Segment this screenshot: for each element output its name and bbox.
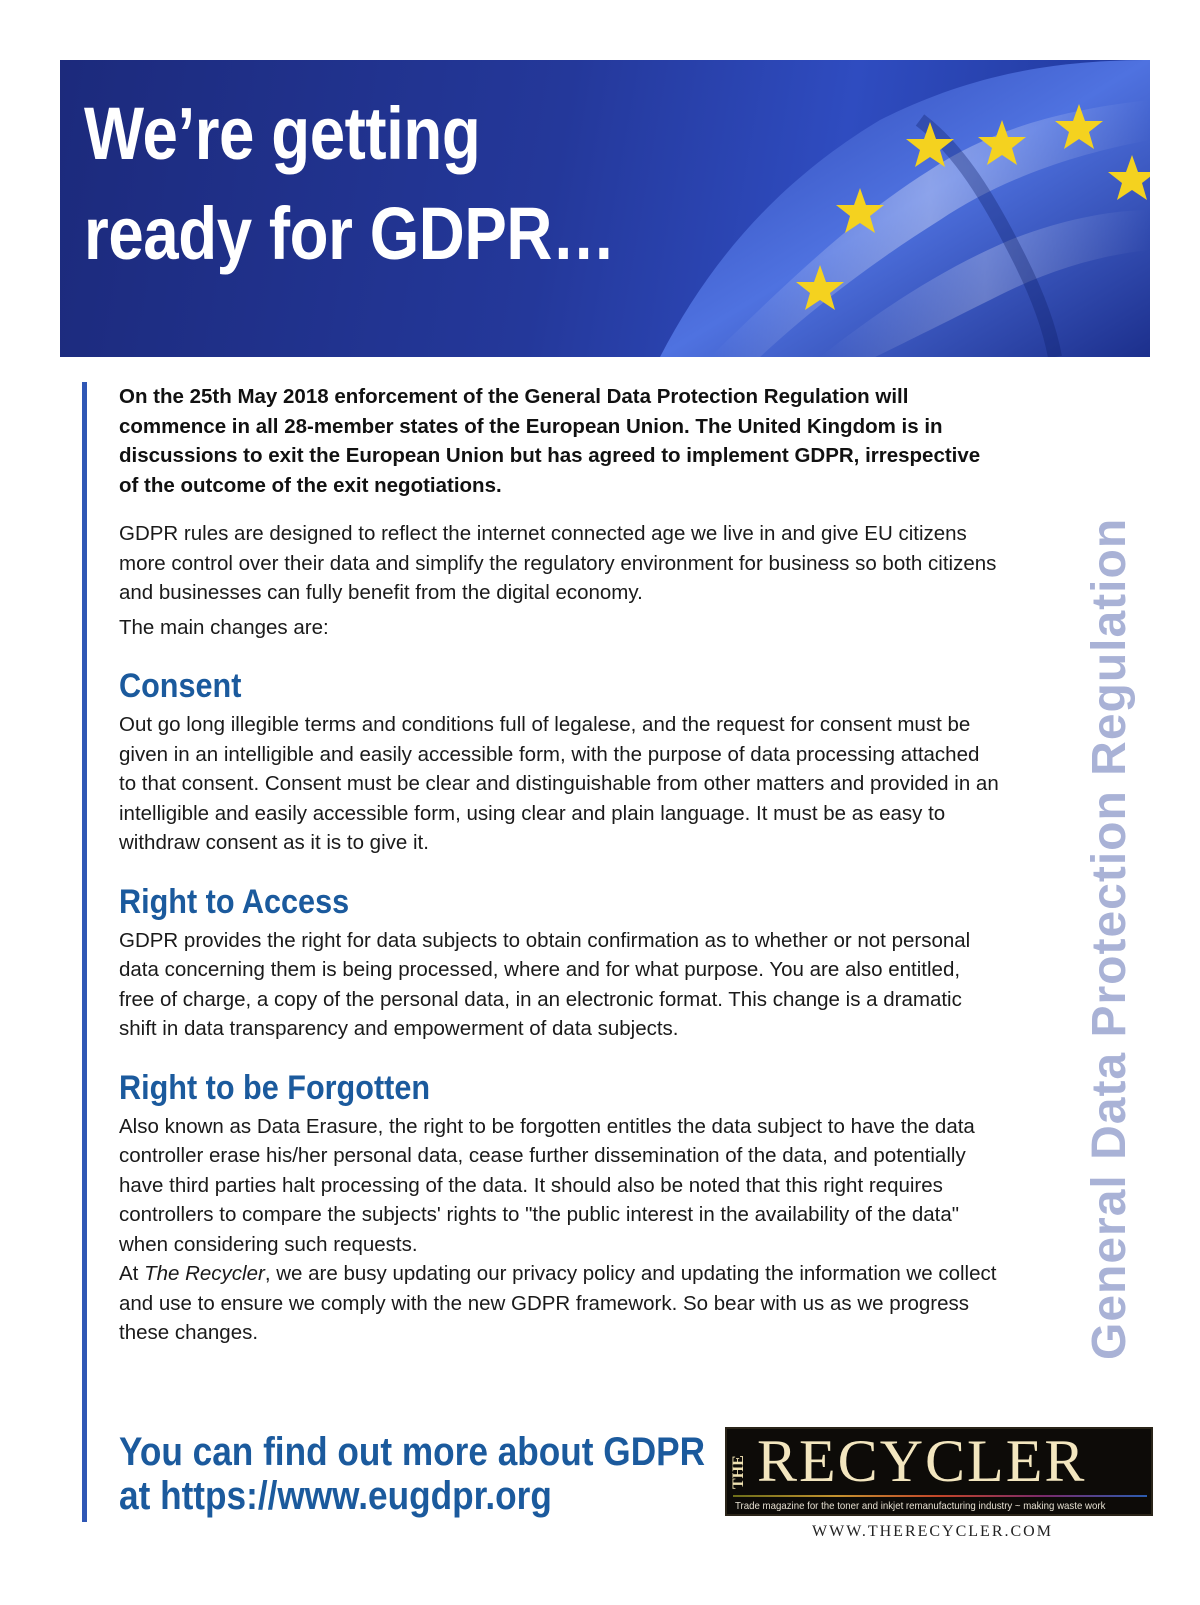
closing-paragraph <box>119 1259 999 1348</box>
section-heading-right-to-be-forgotten: Right to be Forgotten <box>119 1068 431 1107</box>
header-banner <box>60 60 1150 357</box>
title-line-2: ready for GDPR… <box>84 192 616 275</box>
logo-tagline: Trade magazine for the toner and inkjet remanufacturing industry ~ making waste work <box>735 1500 1106 1512</box>
footer-cta <box>119 1430 705 1518</box>
logo-the: THE <box>730 1455 747 1489</box>
section-body-consent: Out go long illegible terms and conditions full of legalese, and the request for consent must be given in an intelligible and easily accessible form, with the purpose of data processing attached to that consent. Consent must be clear and distinguishable from other matters and provided in an intelligible and easily accessible form, using clear and plain language. It must be as easy to withdraw consent as it is to give it. <box>119 713 999 854</box>
cta-line-1: You can find out more about GDPR <box>119 1430 706 1474</box>
logo-divider <box>733 1495 1147 1497</box>
section-body-right-to-access: GDPR provides the right for data subjects to obtain confirmation as to whether or not personal data concerning them is being processed, where and for what purpose. You are also entitled, free of charge, a copy of the personal data, in an electronic format. This change is a dramatic shift in data transparency and empowerment of data subjects. <box>119 928 971 1040</box>
title-line-1: We’re getting <box>84 92 481 175</box>
section-body-right-to-be-forgotten: Also known as Data Erasure, the right to be forgotten entitles the data subject to have the data controller erase his/her personal data, cease further dissemination of the data, and potentially have third parties halt processing of the data. It should also be noted that this right requires controllers to compare the subjects' rights to "the public interest in the availability of the data" when considering such requests. <box>119 1114 975 1256</box>
logo-url-link[interactable]: WWW.THERECYCLER.COM <box>812 1523 1053 1540</box>
section-heading-consent: Consent <box>119 667 242 705</box>
intro-bold-paragraph: On the 25th May 2018 enforcement of the General Data Protection Regulation will commence in all 28-member states of the European Union. The United Kingdom is in discussions to exit the European Union but has agreed to implement GDPR, irrespective of the outcome of the exit negotiations. <box>119 385 981 497</box>
cta-line-2[interactable]: at https://www.eugdpr.org <box>119 1474 552 1518</box>
closing-prefix: At <box>119 1262 145 1285</box>
intro-paragraph: GDPR rules are designed to reflect the internet connected age we live in and give EU citizens more control over their data and simplify the regulatory environment for business so both citizens and businesses can fully benefit from the digital economy. <box>119 522 997 604</box>
closing-suffix: , we are busy updating our privacy policy and updating the information we collect and use to ensure we comply with the new GDPR framework. So bear with us as we progress these changes. <box>119 1262 997 1344</box>
side-title: General Data Protection Regulation <box>1083 517 1136 1360</box>
article-body <box>119 382 999 1348</box>
page-title <box>84 84 615 284</box>
recycler-logo <box>725 1427 1153 1516</box>
main-changes-label: The main changes are: <box>119 615 329 639</box>
publication-name: The Recycler <box>144 1262 265 1285</box>
accent-bar <box>82 382 87 1522</box>
section-heading-right-to-access: Right to Access <box>119 882 350 921</box>
logo-wordmark: RECYCLER <box>757 1428 1087 1494</box>
